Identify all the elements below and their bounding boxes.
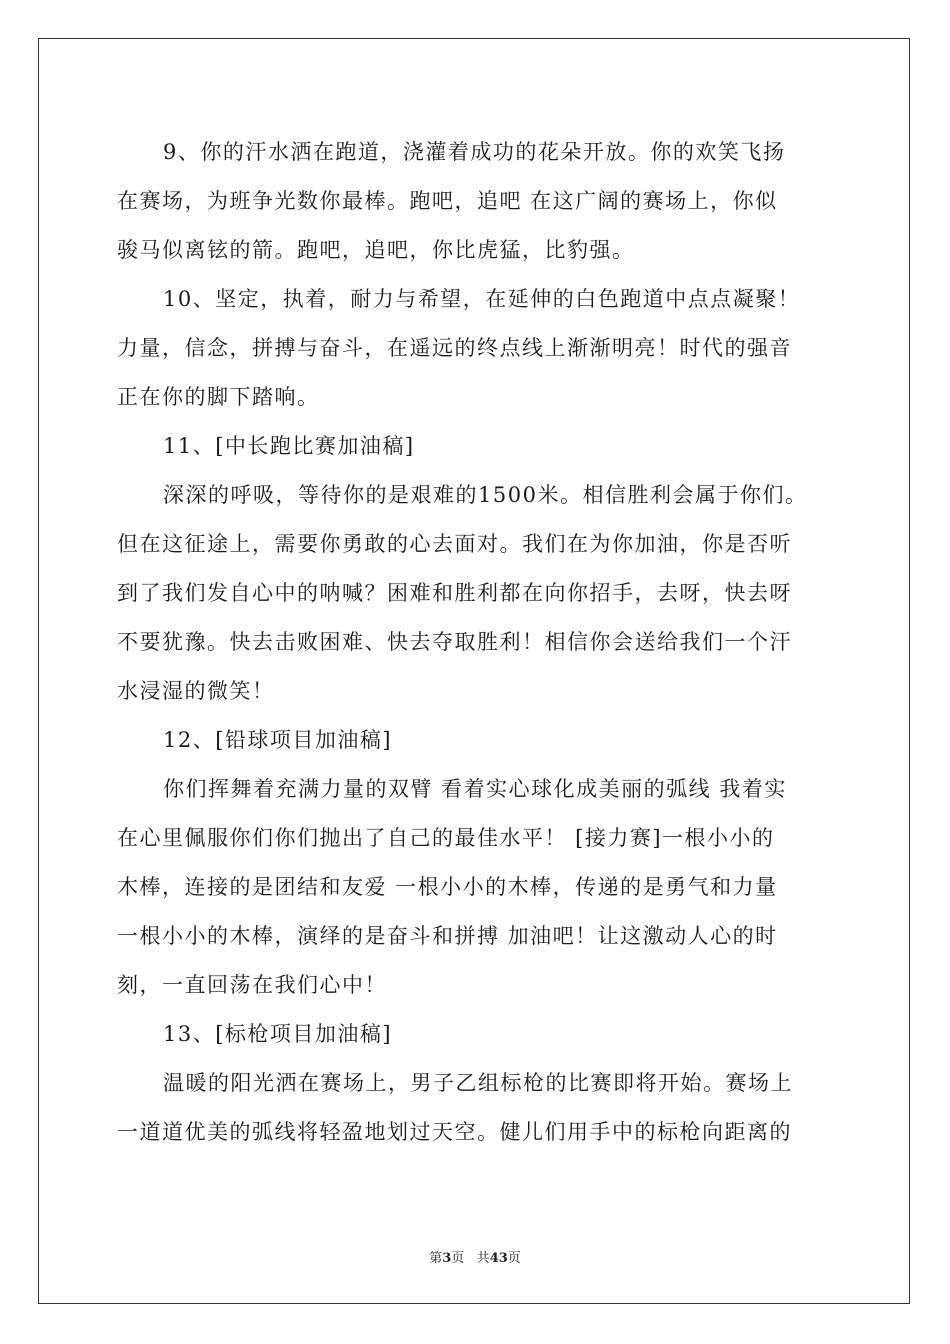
text-line: 但在这征途上，需要你勇敢的心去面对。我们在为你加油，你是否听 (117, 532, 792, 556)
text-line: 在心里佩服你们你们抛出了自己的最佳水平！ [接力赛]一根小小的 (117, 826, 775, 850)
total-suffix: 页 (507, 1251, 521, 1266)
document-body (117, 128, 847, 1157)
text-line: 力量，信念，拼搏与奋斗，在遥远的终点线上渐渐明亮！时代的强音 (117, 336, 792, 360)
text-line: 10、坚定，执着，耐力与希望，在延伸的白色跑道中点点凝聚！ (163, 287, 801, 311)
text-line: 刻，一直回荡在我们心中！ (117, 973, 387, 997)
text-line: 一根小小的木棒，演绎的是奋斗和拼搏 加油吧！让这激动人心的时 (117, 924, 778, 948)
text-line: 到了我们发自心中的呐喊？困难和胜利都在向你招手，去呀，快去呀 (117, 581, 792, 605)
page-number: 3 (442, 1251, 452, 1266)
section-heading: 11、[中长跑比赛加油稿] (163, 434, 415, 458)
text-line: 正在你的脚下踏响。 (117, 385, 320, 409)
page-suffix: 页 (451, 1251, 465, 1266)
section-heading: 12、[铅球项目加油稿] (163, 728, 393, 752)
text-line: 骏马似离铉的箭。跑吧，追吧，你比虎猛，比豹强。 (117, 238, 635, 262)
text-line: 9、你的汗水洒在跑道，浇灌着成功的花朵开放。你的欢笑飞扬 (163, 140, 786, 164)
page-prefix: 第 (429, 1251, 443, 1266)
text-line: 水浸湿的微笑！ (117, 679, 275, 703)
text-line: 木棒，连接的是团结和友爱 一根小小的木棒，传递的是勇气和力量 (117, 875, 778, 899)
total-prefix: 共 (476, 1251, 490, 1266)
text-line: 一道道优美的弧线将轻盈地划过天空。健儿们用手中的标枪向距离的 (117, 1120, 792, 1144)
text-line: 不要犹豫。快去击败困难、快去夺取胜利！相信你会送给我们一个汗 (117, 630, 792, 654)
text-line: 深深的呼吸，等待你的是艰难的1500米。相信胜利会属于你们。 (163, 483, 808, 507)
text-line: 温暖的阳光洒在赛场上，男子乙组标枪的比赛即将开始。赛场上 (163, 1071, 793, 1095)
text-line: 你们挥舞着充满力量的双臂 看着实心球化成美丽的弧线 我着实 (163, 777, 787, 801)
total-pages: 43 (489, 1251, 508, 1266)
section-heading: 13、[标枪项目加油稿] (163, 1022, 393, 1046)
text-line: 在赛场，为班争光数你最棒。跑吧，追吧 在这广阔的赛场上，你似 (117, 189, 778, 213)
page-footer (0, 1247, 950, 1266)
